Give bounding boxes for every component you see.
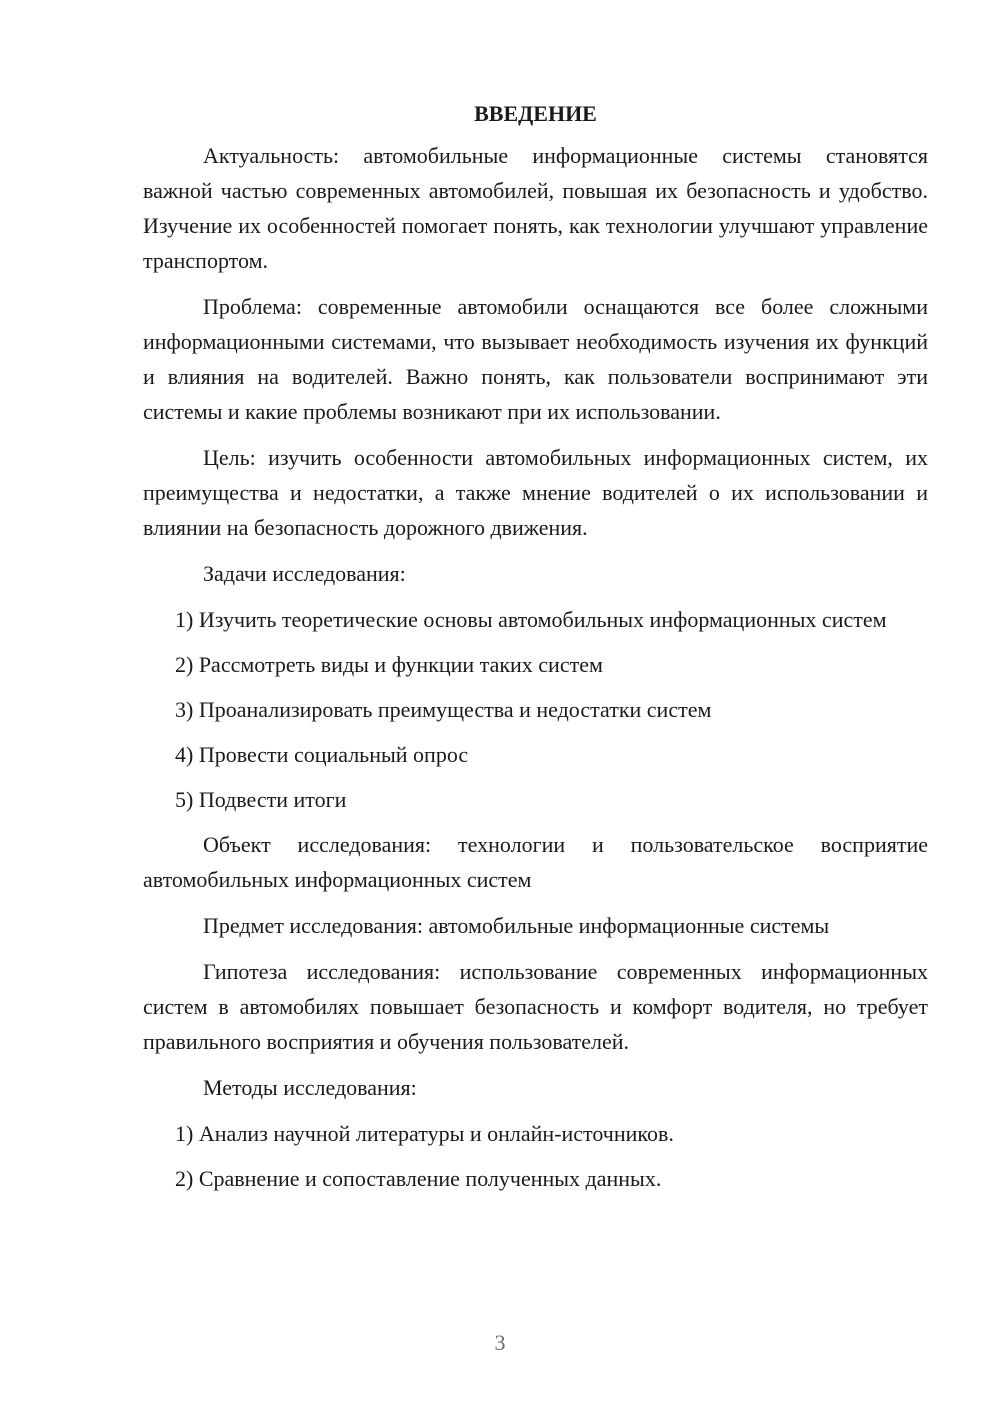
task-item: 5) Подвести итоги xyxy=(175,787,347,812)
task-item: 3) Проанализировать преимущества и недостатки систем xyxy=(175,697,712,722)
task-item: 1) Изучить теоретические основы автомобильных информационных систем xyxy=(175,607,887,632)
relevance-paragraph: Актуальность: автомобильные информационные системы становятся важной частью современных автомобилей, повышая их безопасность и удобство. Изучение их особенностей помогает понять, как технологии улучшают управление транспортом. xyxy=(143,143,928,273)
page-number: 3 xyxy=(494,1330,506,1355)
subject-paragraph: Предмет исследования: автомобильные информационные системы xyxy=(203,913,830,938)
hypothesis-paragraph: Гипотеза исследования: использование современных информационных систем в автомобилях повышает безопасность и комфорт водителя, но требует правильного восприятия и обучения пользователей. xyxy=(143,959,928,1054)
method-item: 1) Анализ научной литературы и онлайн-источников. xyxy=(175,1121,674,1146)
tasks-title: Задачи исследования: xyxy=(203,561,406,586)
task-item: 2) Рассмотреть виды и функции таких систем xyxy=(175,652,603,677)
section-heading: ВВЕДЕНИЕ xyxy=(474,101,597,126)
problem-paragraph: Проблема: современные автомобили оснащаются все более сложными информационными системами, что вызывает необходимость изучения их функций и влияния на водителей. Важно понять, как пользователи воспринимают эти системы и какие проблемы возникают при их использовании. xyxy=(143,294,928,424)
object-paragraph: Объект исследования: технологии и пользовательское восприятие автомобильных информационных систем xyxy=(143,832,928,892)
goal-paragraph: Цель: изучить особенности автомобильных информационных систем, их преимущества и недостатки, а также мнение водителей о их использовании и влиянии на безопасность дорожного движения. xyxy=(143,445,928,540)
document-page xyxy=(143,96,928,1206)
methods-title: Методы исследования: xyxy=(203,1075,417,1100)
task-item: 4) Провести социальный опрос xyxy=(175,742,469,767)
method-item: 2) Сравнение и сопоставление полученных данных. xyxy=(175,1166,662,1191)
